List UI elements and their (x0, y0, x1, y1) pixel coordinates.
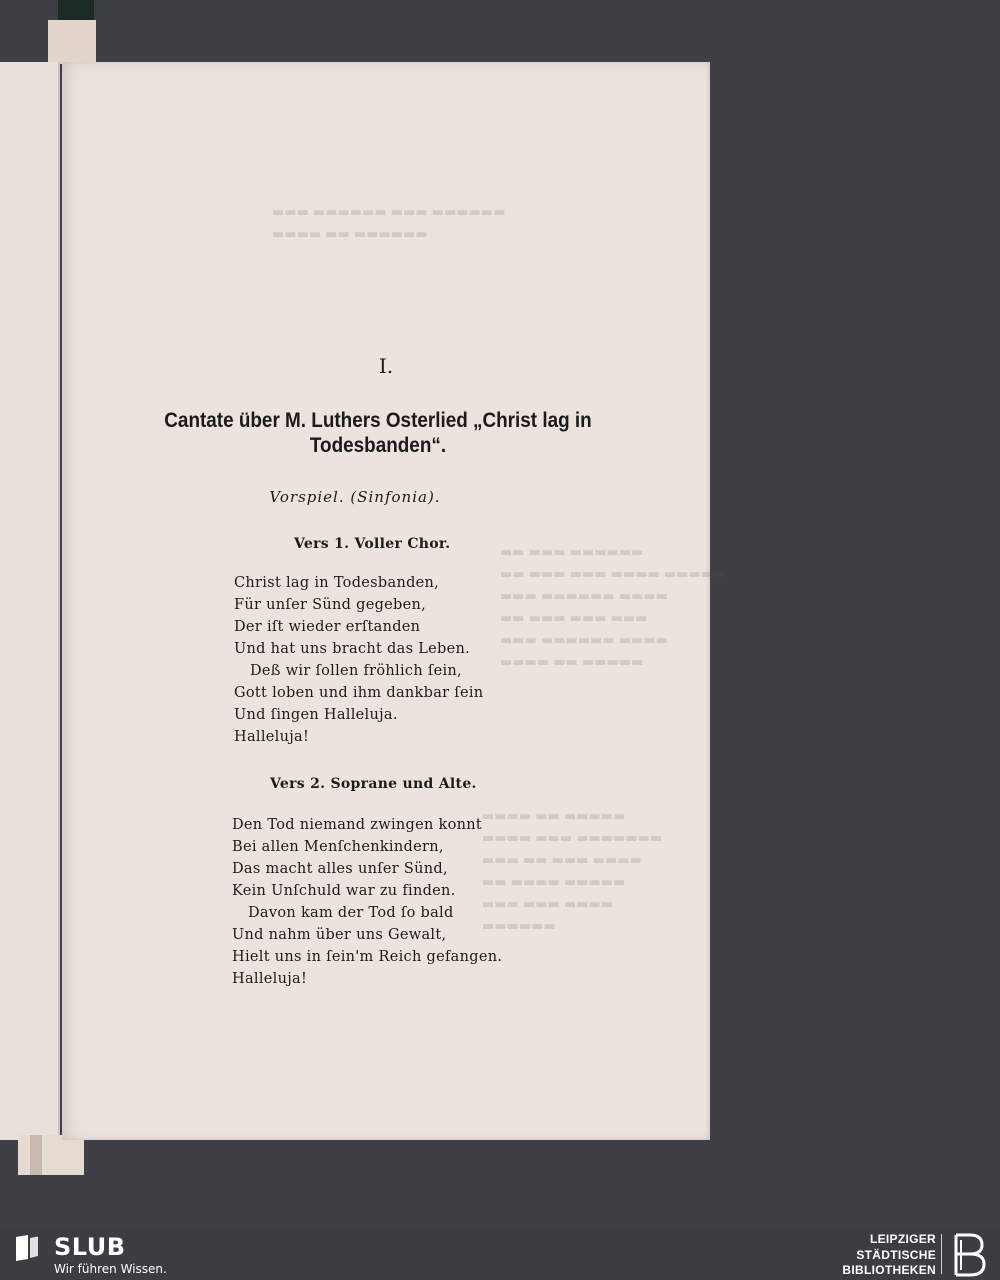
slub-logo-icon (14, 1234, 40, 1262)
leipzig-library-brand[interactable] (842, 1232, 936, 1279)
verse-line: Deß wir ſollen fröhlich ſein, (250, 663, 462, 679)
book-page (62, 62, 726, 1140)
verse-2-text (232, 814, 502, 990)
footer-divider (941, 1234, 942, 1274)
show-through-texture: ▬▬▬ ▬▬▬▬▬▬ ▬▬▬ ▬▬▬▬▬▬ ▬▬▬▬ ▬▬ ▬▬▬▬▬▬ (272, 205, 506, 242)
book-edge-bottom (18, 1135, 84, 1175)
verse-line: Davon kam der Tod ſo bald (248, 905, 454, 921)
prelude-label: Vorspiel. (Sinfonia). (269, 488, 441, 506)
viewer-footer (0, 1228, 1000, 1280)
verse-2-heading: Vers 2. Soprane und Alte. (270, 776, 477, 792)
verse-line: Der iſt wieder erſtanden (234, 619, 421, 635)
verse-line: Für unſer Sünd gegeben, (234, 597, 427, 613)
brand-line: LEIPZIGER (869, 1232, 936, 1246)
slub-brand[interactable]: SLUB (54, 1233, 126, 1261)
brand-line: STÄDTISCHE (856, 1247, 936, 1262)
section-numeral: I. (378, 354, 394, 378)
show-through-texture: ▬▬▬▬ ▬▬ ▬▬▬▬▬ ▬▬▬▬ ▬▬▬ ▬▬▬▬▬▬▬ ▬▬▬ ▬▬ ▬▬▬ ▬▬▬▬ ▬▬ ▬▬▬▬ ▬▬▬▬▬ ▬▬▬ ▬▬▬ ▬▬▬▬ ▬▬▬▬▬▬ (482, 809, 663, 934)
verse-line: Und nahm über uns Gewalt, (232, 927, 447, 943)
verse-line: Gott loben und ihm dankbar ſein (234, 685, 484, 701)
verse-line: Bei allen Menſchenkindern, (232, 839, 444, 855)
brand-line: BIBLIOTHEKEN (842, 1263, 936, 1277)
verse-line: Das macht alles unſer Sünd, (232, 861, 448, 877)
book-edge-top (48, 20, 96, 64)
verse-line: Christ lag in Todesbanden, (234, 575, 440, 591)
book-spine-top (58, 0, 94, 22)
verse-line: Den Tod niemand zwingen konnt (232, 817, 483, 833)
cantata-title: Cantate über M. Luthers Osterlied „Christ lag in Todesbanden“. (164, 409, 592, 457)
left-page-edge (0, 62, 60, 1140)
verse-1-heading: Vers 1. Voller Chor. (294, 536, 451, 552)
verse-line: Halleluja! (234, 729, 310, 745)
slub-tagline: Wir führen Wissen. (54, 1262, 167, 1276)
verse-line: Hielt uns in ſein'm Reich gefangen. (232, 949, 503, 965)
verse-line: Halleluja! (232, 971, 308, 987)
verse-line: Kein Unſchuld war zu finden. (232, 883, 456, 899)
leipzig-library-logo-icon (950, 1232, 990, 1278)
verse-line: Und hat uns bracht das Leben. (234, 641, 471, 657)
book-edge-bottom-shadow (30, 1135, 42, 1175)
verse-line: Und ſingen Halleluja. (234, 707, 398, 723)
verse-1-text (234, 572, 483, 748)
show-through-texture: ▬▬ ▬▬▬ ▬▬▬▬▬▬ ▬▬ ▬▬▬ ▬▬▬ ▬▬▬▬ ▬▬▬▬▬ ▬▬▬ ▬▬▬▬▬▬ ▬▬▬▬ ▬▬ ▬▬▬ ▬▬▬ ▬▬▬ ▬▬▬ ▬▬▬▬▬▬ ▬▬▬▬ ▬▬▬▬ ▬▬ ▬▬▬▬▬ (500, 545, 726, 670)
